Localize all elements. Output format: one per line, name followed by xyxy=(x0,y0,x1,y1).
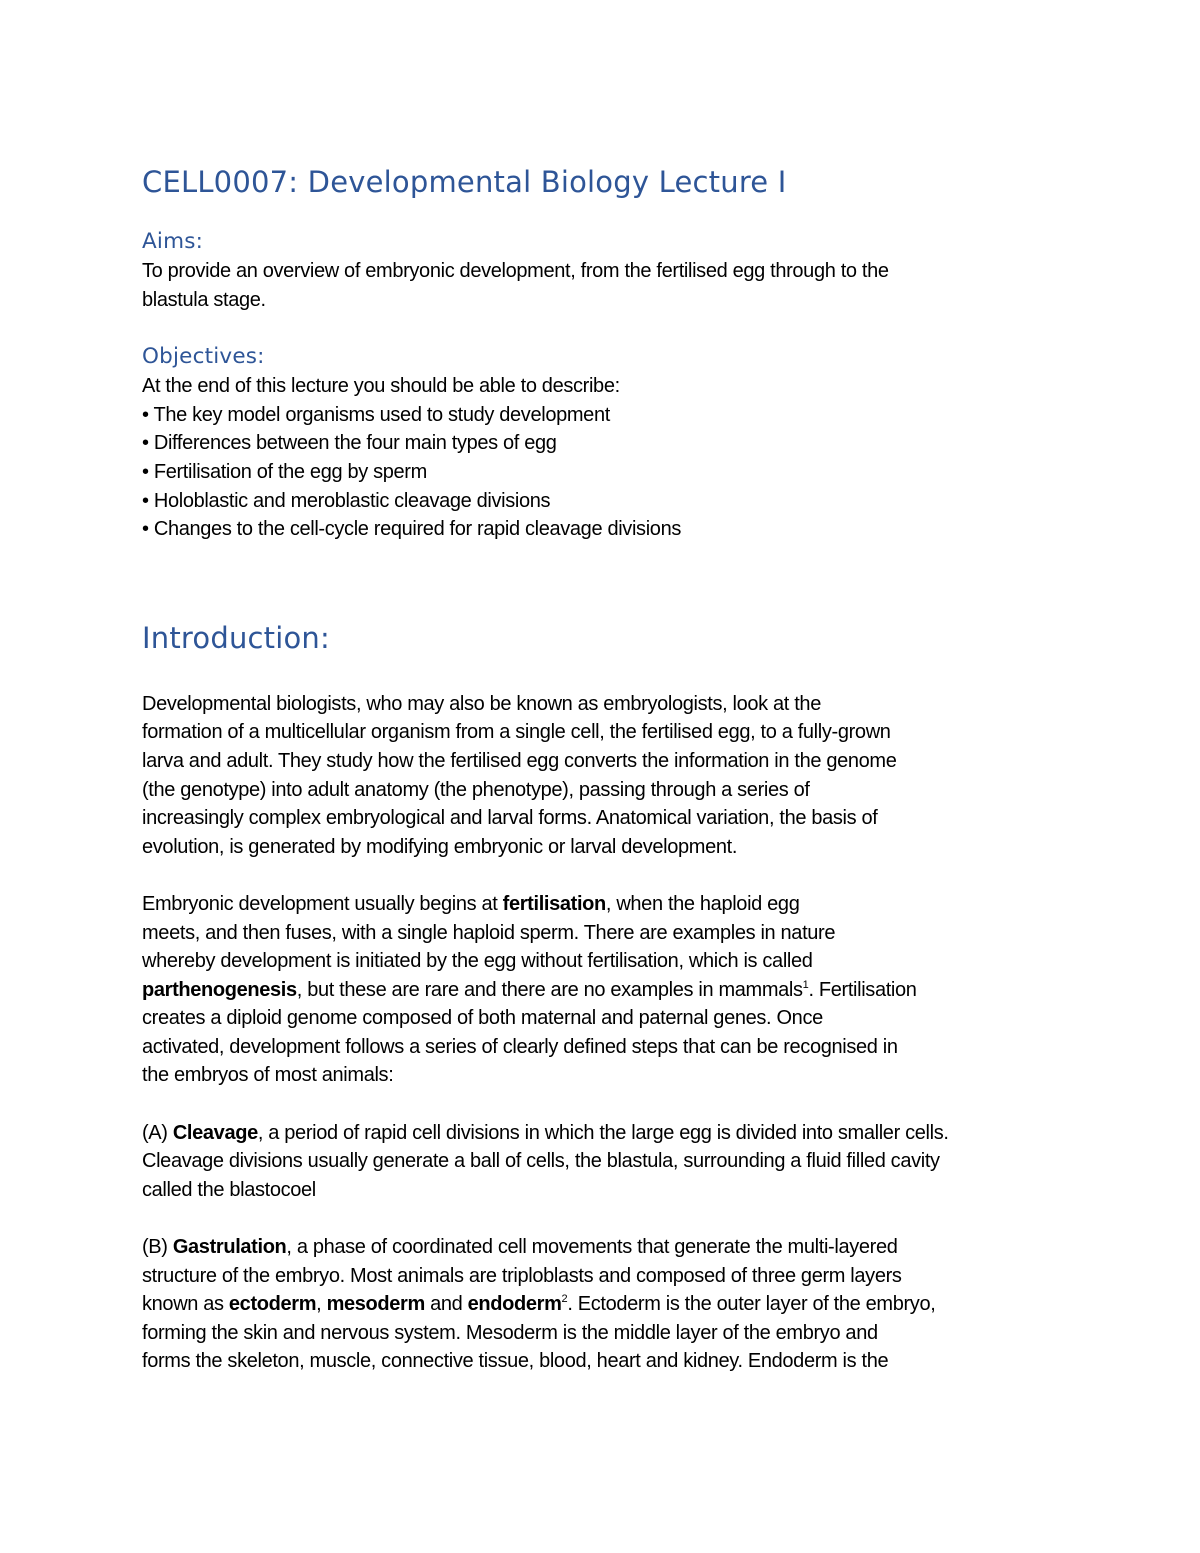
paragraph-line: Cleavage divisions usually generate a ball of cells, the blastula, surrounding a fluid filled cavity xyxy=(142,1150,940,1173)
introduction-heading: Introduction: xyxy=(142,620,330,655)
paragraph-line: Embryonic development usually begins at fertilisation, when the haploid egg xyxy=(142,892,800,915)
objective-bullet: • Holoblastic and meroblastic cleavage divisions xyxy=(142,489,551,512)
paragraph-line: Developmental biologists, who may also be known as embryologists, look at the xyxy=(142,692,821,715)
term-gastrulation: Gastrulation xyxy=(172,1236,287,1259)
term-fertilisation: fertilisation xyxy=(502,892,606,915)
term-cleavage: Cleavage xyxy=(172,1121,258,1144)
aims-line: blastula stage. xyxy=(142,288,266,311)
paragraph-line: meets, and then fuses, with a single haploid sperm. There are examples in nature xyxy=(142,921,836,944)
objective-bullet: • Fertilisation of the egg by sperm xyxy=(142,460,427,483)
cleavage-paragraph xyxy=(142,1119,1042,1205)
paragraph-line: forming the skin and nervous system. Mesoderm is the middle layer of the embryo and xyxy=(142,1321,878,1344)
footnote-ref-2[interactable]: 2 xyxy=(561,1293,568,1306)
objective-bullet: • Changes to the cell-cycle required for rapid cleavage divisions xyxy=(142,518,681,541)
objectives-section xyxy=(142,372,1042,544)
paragraph-line: whereby development is initiated by the egg without fertilisation, which is called xyxy=(142,950,813,973)
paragraph-line: (A) Cleavage, a period of rapid cell divisions in which the large egg is divided into smaller cells. xyxy=(142,1121,949,1144)
paragraph-line: (B) Gastrulation, a phase of coordinated cell movements that generate the multi-layered xyxy=(142,1236,898,1259)
paragraph-line: larva and adult. They study how the fertilised egg converts the information in the genome xyxy=(142,749,897,772)
paragraph-line: the embryos of most animals: xyxy=(142,1064,394,1087)
paragraph-line: structure of the embryo. Most animals are triploblasts and composed of three germ layers xyxy=(142,1264,902,1287)
objectives-intro: At the end of this lecture you should be able to describe: xyxy=(142,375,620,398)
aims-text xyxy=(142,257,1042,314)
paragraph-line: known as ectoderm, mesoderm and endoderm$^2$. Ectoderm is the outer layer of the embryo, xyxy=(142,1293,936,1316)
introduction-paragraph-1 xyxy=(142,690,1042,862)
paragraph-line: forms the skeleton, muscle, connective tissue, blood, heart and kidney. Endoderm is the xyxy=(142,1350,889,1373)
document-title: CELL0007: Developmental Biology Lecture I xyxy=(142,165,787,199)
objective-bullet: • Differences between the four main types of egg xyxy=(142,432,557,455)
objectives-heading: Objectives: xyxy=(142,344,265,370)
aims-heading: Aims: xyxy=(142,229,204,254)
term-parthenogenesis: parthenogenesis xyxy=(142,978,297,1001)
paragraph-line: evolution, is generated by modifying embryonic or larval development. xyxy=(142,835,738,858)
introduction-paragraph-2 xyxy=(142,890,1042,1090)
paragraph-line: called the blastocoel xyxy=(142,1178,316,1201)
term-mesoderm: mesoderm xyxy=(326,1293,425,1316)
paragraph-line: activated, development follows a series of clearly defined steps that can be recognised in xyxy=(142,1035,898,1058)
term-endoderm: endoderm xyxy=(467,1293,562,1316)
paragraph-line: creates a diploid genome composed of both maternal and paternal genes. Once xyxy=(142,1007,823,1030)
aims-line: To provide an overview of embryonic development, from the fertilised egg through to the xyxy=(142,260,889,282)
gastrulation-paragraph xyxy=(142,1233,1042,1376)
paragraph-line: increasingly complex embryological and larval forms. Anatomical variation, the basis of xyxy=(142,807,878,830)
objective-bullet: • The key model organisms used to study development xyxy=(142,403,610,426)
term-ectoderm: ectoderm xyxy=(228,1293,317,1316)
paragraph-line: parthenogenesis, but these are rare and there are no examples in mammals$^1$. Fertilisation xyxy=(142,978,917,1001)
paragraph-line: (the genotype) into adult anatomy (the phenotype), passing through a series of xyxy=(142,778,810,801)
paragraph-line: formation of a multicellular organism from a single cell, the fertilised egg, to a fully-grown xyxy=(142,721,891,744)
document-body xyxy=(142,160,1042,1376)
footnote-ref-1[interactable]: 1 xyxy=(802,978,809,991)
